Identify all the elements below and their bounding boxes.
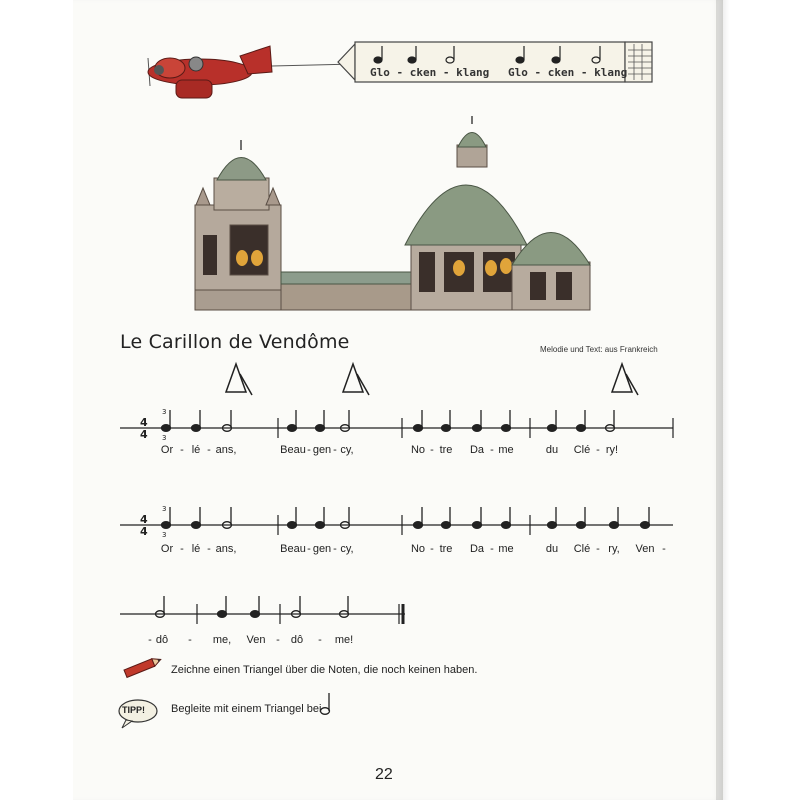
- lyric-syllable: Or: [160, 543, 174, 555]
- lyric-syllable: -: [276, 634, 280, 646]
- lyric-syllable: lé: [191, 543, 201, 555]
- page-number: 22: [375, 766, 393, 783]
- lyric-syllable: Clé: [573, 444, 591, 456]
- lyric-syllable: -: [333, 444, 337, 456]
- lyric-syllable: lé: [191, 444, 201, 456]
- lyric-syllable: Ven: [246, 634, 266, 646]
- svg-text:3: 3: [162, 408, 167, 416]
- lyric-syllable: du: [545, 444, 559, 456]
- lyric-syllable: cy,: [340, 444, 354, 456]
- lyric-syllable: ans,: [215, 444, 237, 456]
- lyric-syllable: No: [410, 444, 426, 456]
- lyric-syllable: ans,: [215, 543, 237, 555]
- lyric-syllable: -: [180, 543, 184, 555]
- lyric-syllable: -: [207, 543, 211, 555]
- lyric-syllable: Ven: [635, 543, 655, 555]
- tip-badge-label: TIPP!: [122, 705, 146, 715]
- lyric-syllable: -: [490, 543, 494, 555]
- lyric-syllable: -: [333, 543, 337, 555]
- lyric-syllable: me,: [212, 634, 232, 646]
- svg-text:4: 4: [140, 416, 148, 429]
- svg-text:3: 3: [162, 434, 167, 442]
- lyric-syllable: Beau: [280, 543, 306, 555]
- lyric-syllable: tre: [439, 444, 453, 456]
- lyric-syllable: -: [596, 543, 600, 555]
- banner-lyrics-right: Glo - cken - klang: [508, 66, 628, 79]
- lyric-syllable: Beau: [280, 444, 306, 456]
- lyric-syllable: -: [430, 543, 434, 555]
- svg-text:4: 4: [140, 513, 148, 526]
- lyric-syllable: cy,: [340, 543, 354, 555]
- lyric-syllable: -: [148, 634, 152, 646]
- lyric-syllable: Da: [469, 543, 485, 555]
- red-airplane-icon: [148, 46, 355, 98]
- lyric-syllable: -: [307, 444, 311, 456]
- svg-text:3: 3: [162, 531, 167, 539]
- lyric-syllable: du: [545, 543, 559, 555]
- cathedral-illustration: [195, 116, 590, 310]
- lyric-syllable: dô: [290, 634, 304, 646]
- red-pencil-icon: [124, 656, 162, 678]
- lyric-syllable: me: [498, 444, 514, 456]
- draw-instruction: Zeichne einen Triangel über die Noten, die noch keinen haben.: [171, 664, 478, 676]
- lyric-syllable: No: [410, 543, 426, 555]
- lyric-syllable: Da: [469, 444, 485, 456]
- lyric-syllable: gen: [312, 543, 332, 555]
- triangle-instrument-icon: [226, 364, 638, 395]
- svg-text:3: 3: [162, 505, 167, 513]
- music-line-2: [120, 515, 673, 535]
- lyric-syllable: Clé: [573, 543, 591, 555]
- lyric-syllable: ry,: [608, 543, 620, 555]
- banner-lyrics-left: Glo - cken - klang: [370, 66, 490, 79]
- song-credit: Melodie und Text: aus Frankreich: [540, 345, 658, 354]
- accompany-instruction: Begleite mit einem Triangel bei: [171, 703, 322, 715]
- lyric-syllable: gen: [312, 444, 332, 456]
- lyric-syllable: -: [596, 444, 600, 456]
- svg-text:4: 4: [140, 525, 148, 538]
- lyric-syllable: dô: [155, 634, 169, 646]
- lyric-syllable: tre: [439, 543, 453, 555]
- lyric-syllable: -: [207, 444, 211, 456]
- song-title: Le Carillon de Vendôme: [120, 331, 350, 353]
- lyric-syllable: -: [180, 444, 184, 456]
- music-line-3: [120, 604, 405, 624]
- lyric-syllable: -: [662, 543, 666, 555]
- lyric-syllable: Or: [160, 444, 174, 456]
- lyric-syllable: -: [318, 634, 322, 646]
- lyric-syllable: -: [430, 444, 434, 456]
- lyric-syllable: me: [498, 543, 514, 555]
- lyric-syllable: -: [188, 634, 192, 646]
- svg-text:4: 4: [140, 428, 148, 441]
- lyric-syllable: -: [490, 444, 494, 456]
- half-note-icon: [321, 693, 330, 714]
- music-line-1: [120, 418, 673, 438]
- lyric-syllable: ry!: [605, 444, 619, 456]
- lyric-syllable: -: [307, 543, 311, 555]
- lyric-syllable: me!: [334, 634, 354, 646]
- time-signature-2: [140, 505, 166, 539]
- time-signature-1: [140, 408, 166, 442]
